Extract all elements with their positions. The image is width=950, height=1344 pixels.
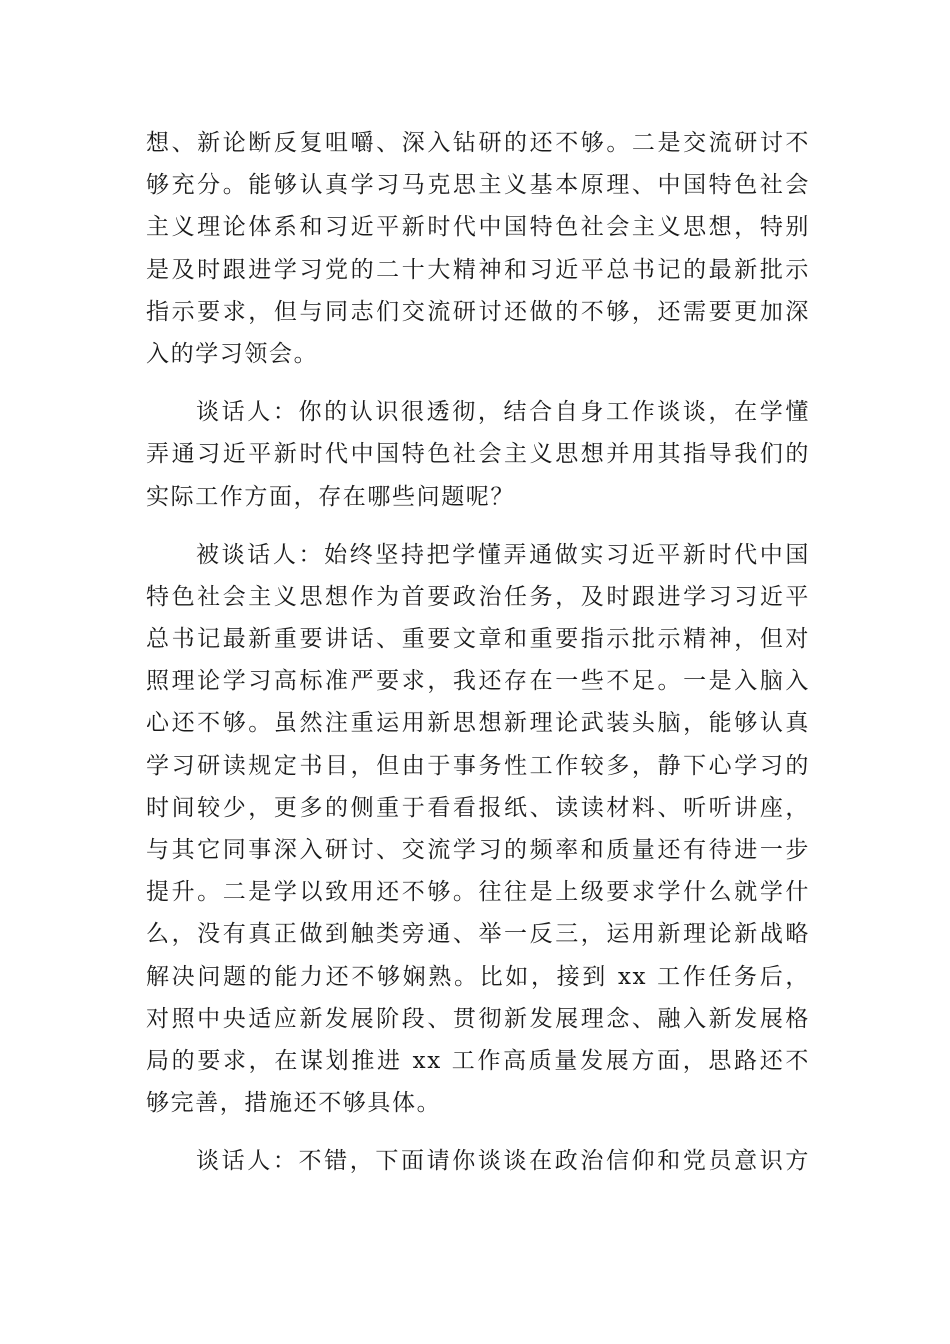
text-line: 时间较少，更多的侧重于看看报纸、读读材料、听听讲座， — [146, 794, 810, 821]
text-line: 入的学习领会。 — [146, 340, 319, 367]
paragraph-2 — [146, 391, 810, 518]
text-line: 谈话人：不错，下面请你谈谈在政治信仰和党员意识方 — [196, 1148, 810, 1175]
text-line: 够充分。能够认真学习马克思主义基本原理、中国特色社会 — [146, 172, 810, 199]
text-line: 解决问题的能力还不够娴熟。比如，接到 xx 工作任务后， — [146, 963, 810, 990]
text-line: 想、新论断反复咀嚼、深入钻研的还不够。二是交流研讨不 — [146, 130, 810, 156]
text-line: 提升。二是学以致用还不够。往往是上级要求学什么就学什 — [146, 879, 810, 906]
text-line: 么，没有真正做到触类旁通、举一反三，运用新理论新战略 — [146, 921, 810, 948]
text-line: 谈话人：你的认识很透彻，结合自身工作谈谈，在学懂 — [196, 399, 810, 426]
text-line: 学习研读规定书目，但由于事务性工作较多，静下心学习的 — [146, 752, 810, 779]
text-line: 对照中央适应新发展阶段、贯彻新发展理念、融入新发展格 — [146, 1005, 810, 1032]
text-line: 心还不够。虽然注重运用新思想新理论武装头脑，能够认真 — [146, 710, 810, 737]
text-line: 弄通习近平新时代中国特色社会主义思想并用其指导我们的 — [146, 441, 810, 468]
paragraph-3 — [146, 534, 810, 1125]
text-line: 被谈话人：始终坚持把学懂弄通做实习近平新时代中国 — [196, 541, 810, 568]
text-line: 主义理论体系和习近平新时代中国特色社会主义思想，特别 — [146, 214, 810, 241]
text-line: 够完善，措施还不够具体。 — [146, 1090, 442, 1117]
document-body — [146, 122, 810, 1199]
paragraph-4 — [146, 1140, 810, 1182]
text-line: 局的要求，在谋划推进 xx 工作高质量发展方面，思路还不 — [146, 1047, 810, 1074]
text-line: 是及时跟进学习党的二十大精神和习近平总书记的最新批示 — [146, 256, 810, 283]
text-line: 与其它同事深入研讨、交流学习的频率和质量还有待进一步 — [146, 837, 810, 863]
text-line: 特色社会主义思想作为首要政治任务，及时跟进学习习近平 — [146, 583, 810, 610]
text-line: 指示要求，但与同志们交流研讨还做的不够，还需要更加深 — [146, 298, 810, 325]
text-line: 实际工作方面，存在哪些问题呢？ — [146, 483, 515, 510]
text-line: 总书记最新重要讲话、重要文章和重要指示批示精神，但对 — [146, 626, 810, 653]
paragraph-1 — [146, 122, 810, 375]
text-line: 照理论学习高标准严要求，我还存在一些不足。一是入脑入 — [146, 668, 810, 695]
